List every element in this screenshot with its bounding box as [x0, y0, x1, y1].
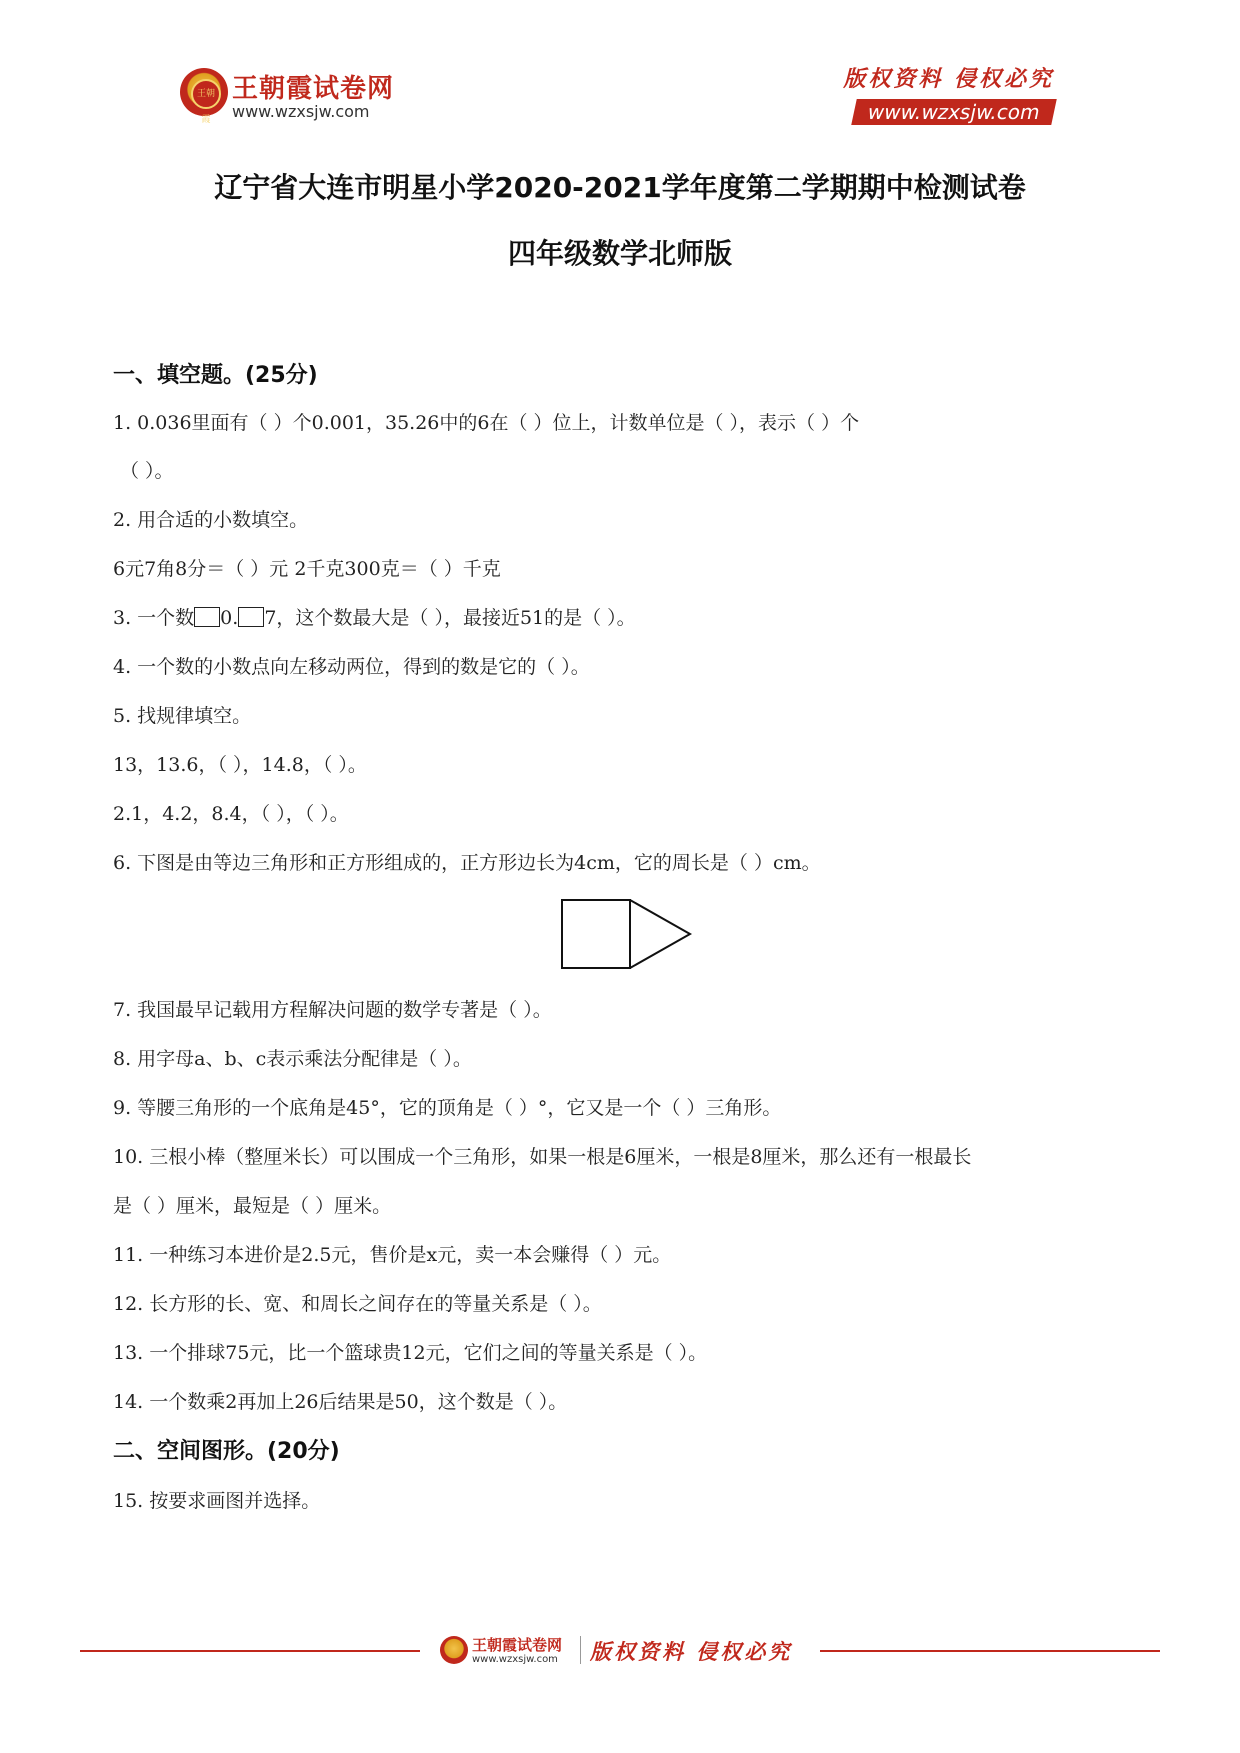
question-14: 14. 一个数乘2再加上26后结果是50，这个数是（ ）。 [113, 1391, 568, 1413]
footer-logo-name: 王朝霞试卷网 [472, 1636, 563, 1654]
question-7: 7. 我国最早记载用方程解决问题的数学专著是（ ）。 [113, 999, 552, 1021]
question-5-sequence-2: 2.1，4.2，8.4，（ ），（ ）。 [113, 803, 349, 825]
footer-logo-url: www.wzxsjw.com [472, 1654, 558, 1665]
question-8: 8. 用字母a、b、c表示乘法分配律是（ ）。 [113, 1048, 472, 1070]
question-15: 15. 按要求画图并选择。 [113, 1490, 321, 1512]
page-subtitle: 四年级数学北师版 [507, 237, 732, 270]
square-triangle-figure [560, 898, 700, 972]
square-shape [562, 900, 630, 968]
question-10-line-1: 10. 三根小棒（整厘米长）可以围成一个三角形，如果一根是6厘米，一根是8厘米，那么还有一根最长 [113, 1146, 972, 1168]
question-1-line-1: 1. 0.036里面有（ ）个0.001，35.26中的6在（ ）位上，计数单位是（ ），表示（ ）个 [113, 412, 860, 434]
page-title: 辽宁省大连市明星小学2020-2021学年度第二学期期中检测试卷 [214, 171, 1026, 204]
question-4: 4. 一个数的小数点向左移动两位，得到的数是它的（ ）。 [113, 656, 590, 678]
question-2: 2. 用合适的小数填空。 [113, 509, 309, 531]
question-3 [113, 603, 636, 630]
blank-box [238, 607, 264, 627]
question-1-line-2: （ ）。 [120, 460, 174, 482]
question-9: 9. 等腰三角形的一个底角是45°，它的顶角是（ ）°，它又是一个（ ）三角形。 [113, 1097, 782, 1119]
question-3-prefix: 3. 一个数 [113, 607, 195, 629]
question-6: 6. 下图是由等边三角形和正方形组成的，正方形边长为4cm，它的周长是（ ）cm。 [113, 852, 821, 874]
section-heading-fill-in: 一、填空题。(25分) [113, 363, 318, 388]
section-heading-space-figures: 二、空间图形。(20分) [113, 1439, 340, 1464]
question-2-items: 6元7角8分＝（ ）元 2千克300克＝（ ）千克 [113, 558, 501, 580]
copyright-slogan: 版权资料 侵权必究 [843, 66, 1054, 92]
copyright-url: www.wzxsjw.com [851, 99, 1056, 125]
footer-slogan: 版权资料 侵权必究 [590, 1639, 793, 1664]
triangle-shape [630, 900, 690, 968]
site-logo [180, 66, 410, 126]
emblem-text: 王朝霞 [191, 79, 221, 109]
copyright-badge [824, 62, 1054, 125]
question-3-middle: 0. [220, 607, 239, 629]
question-13: 13. 一个排球75元，比一个篮球贵12元，它们之间的等量关系是（ ）。 [113, 1342, 708, 1364]
question-11: 11. 一种练习本进价是2.5元，售价是x元，卖一本会赚得（ ）元。 [113, 1244, 672, 1266]
question-10-line-2: 是（ ）厘米，最短是（ ）厘米。 [113, 1195, 392, 1217]
blank-box [194, 607, 220, 627]
logo-name: 王朝霞试卷网 [232, 74, 395, 104]
question-5-sequence-1: 13，13.6，（ ），14.8，（ ）。 [113, 754, 367, 776]
logo-url: www.wzxsjw.com [232, 102, 370, 121]
footer-logo [440, 1632, 800, 1672]
footer-rule-right [820, 1650, 1160, 1652]
footer-divider [580, 1636, 581, 1664]
footer-emblem-icon [440, 1636, 468, 1664]
footer-rule-left [80, 1650, 420, 1652]
question-5: 5. 找规律填空。 [113, 705, 252, 727]
question-3-suffix: 7，这个数最大是（ ），最接近51的是（ ）。 [264, 607, 636, 629]
question-12: 12. 长方形的长、宽、和周长之间存在的等量关系是（ ）。 [113, 1293, 602, 1315]
emblem-icon [180, 68, 228, 125]
